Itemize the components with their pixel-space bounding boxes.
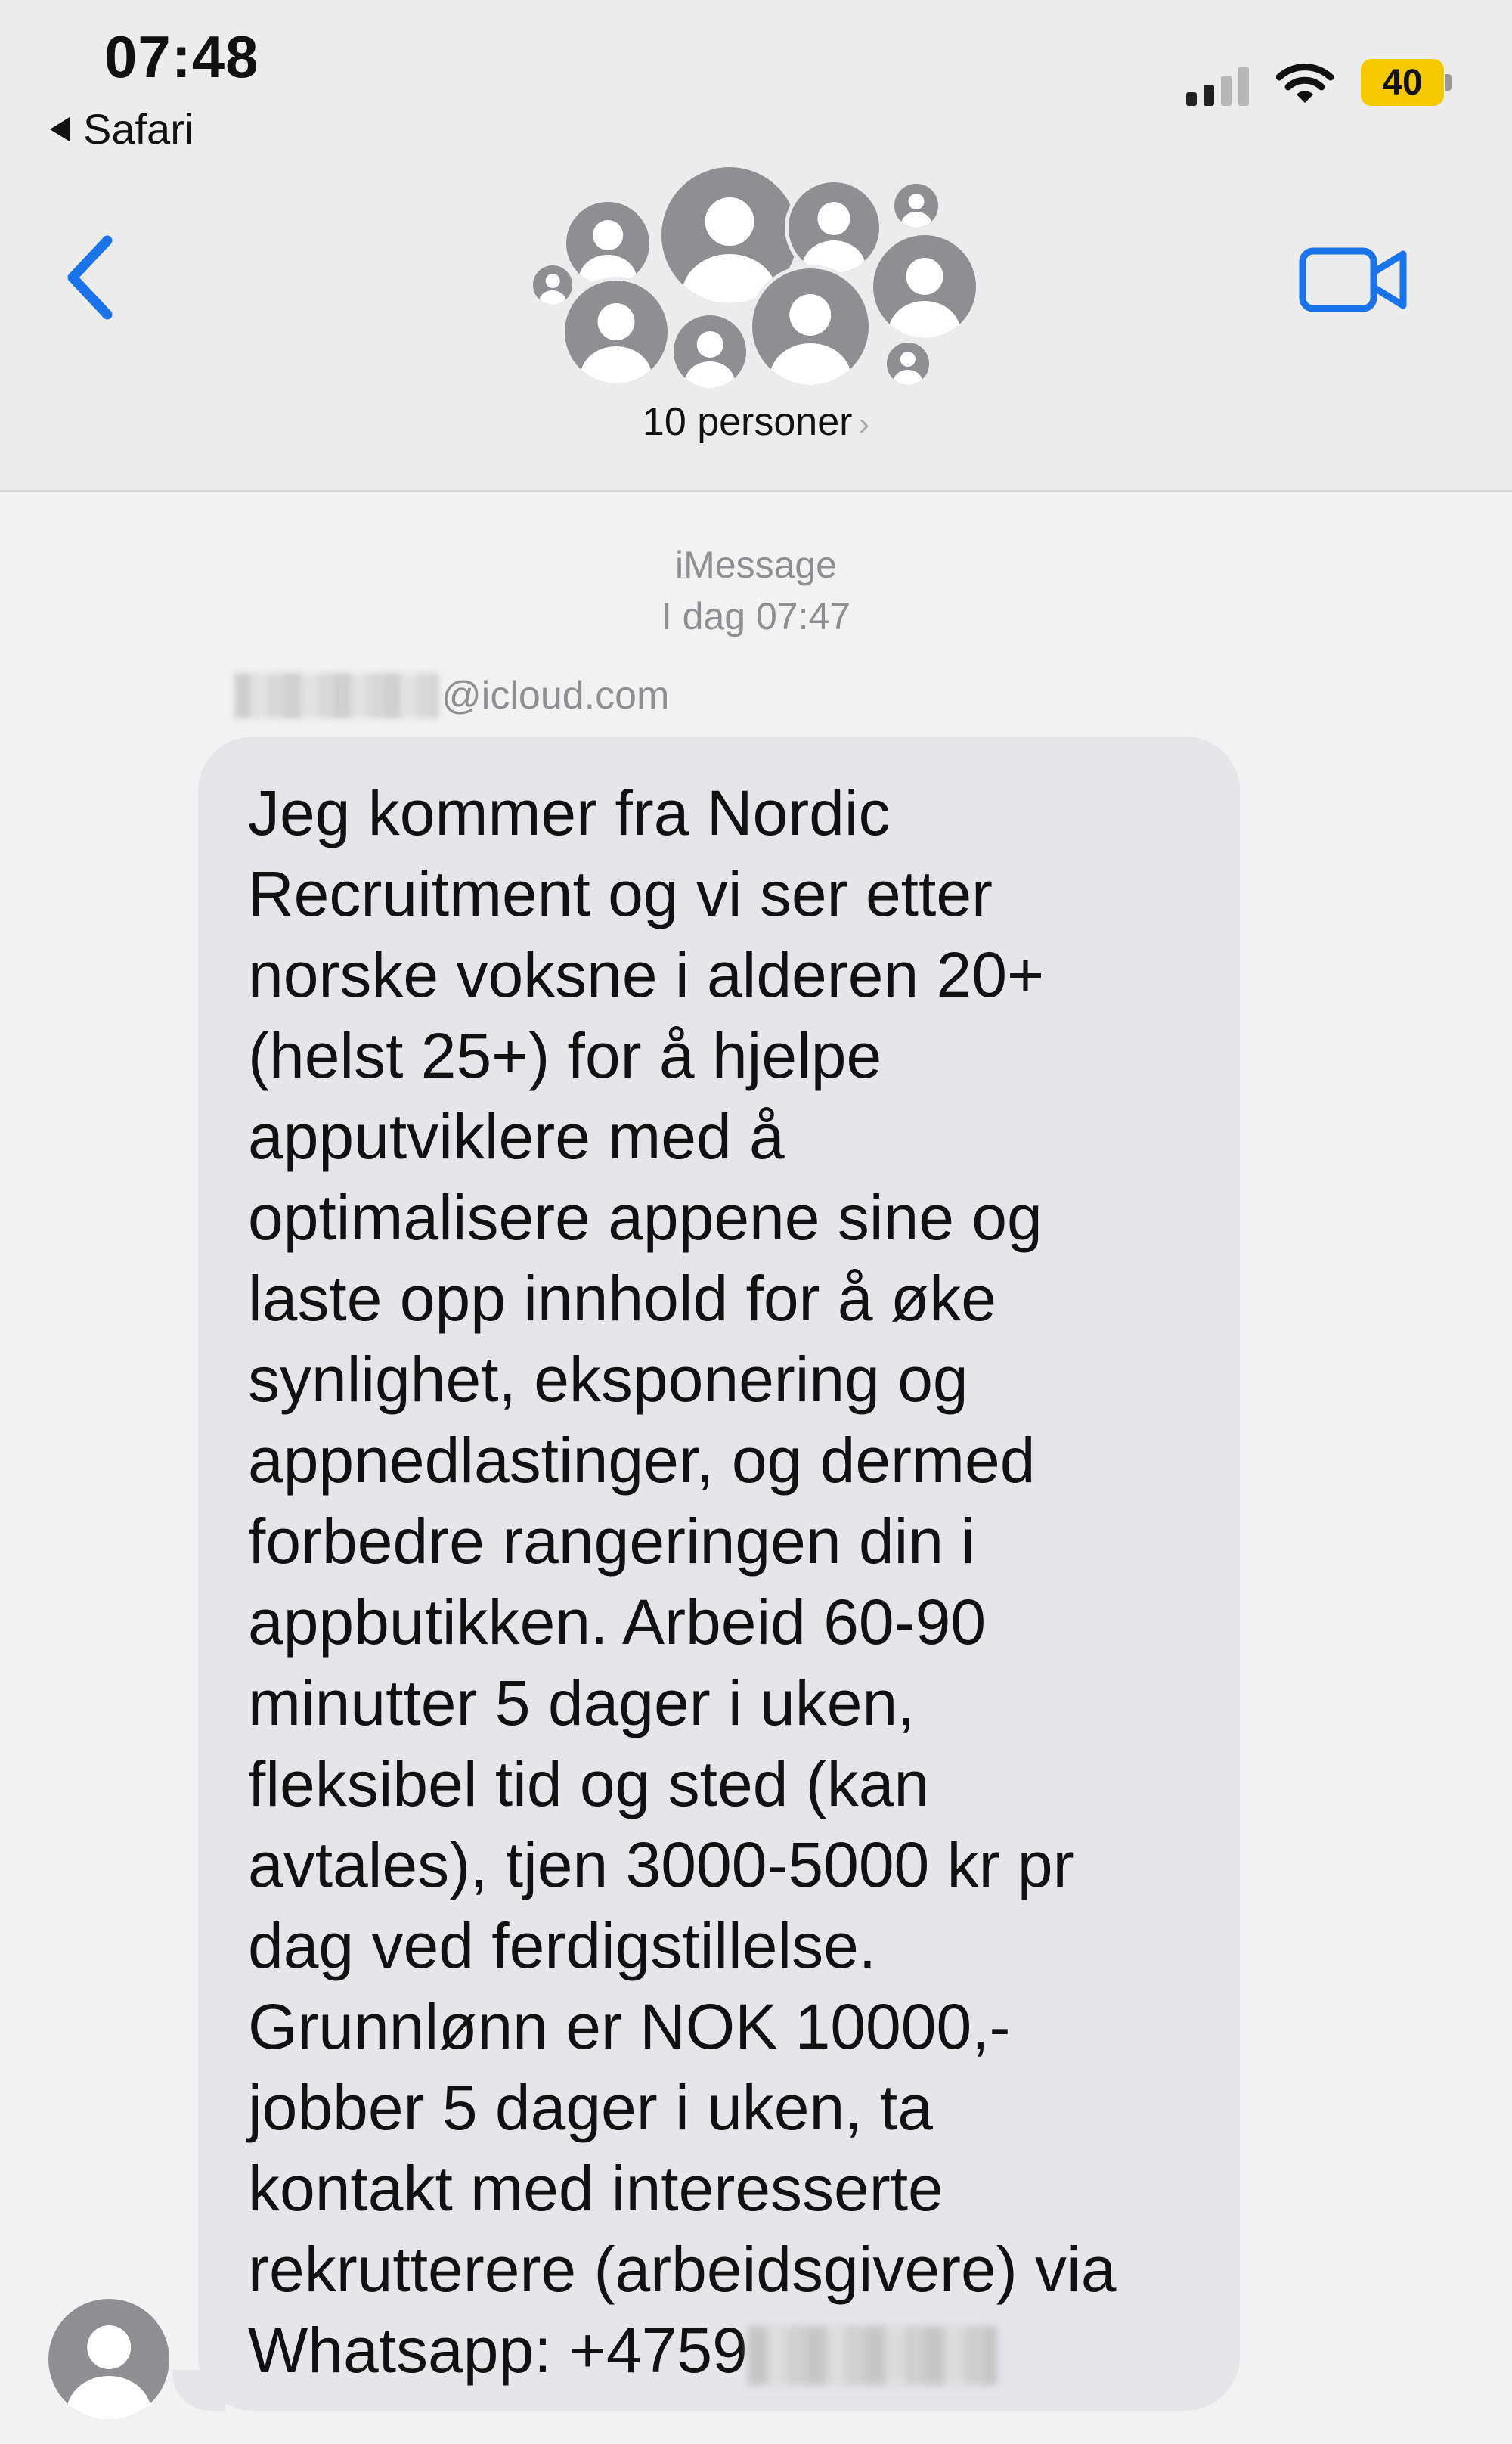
contact-avatar (891, 180, 942, 231)
redacted-phone-digits (748, 2326, 997, 2385)
cellular-signal-icon (1186, 64, 1249, 106)
battery-level: 40 (1361, 59, 1444, 106)
status-time: 07:48 (104, 23, 259, 90)
message-text: Jeg kommer fra Nordic Recruitment og vi ser etter norske voksne i alderen 20+ (helst 25+) for å hjelpe apputviklere med å optimalisere appene sine og laste opp innhold for å øke synlighet, eksponering og appnedlastinger, og dermed forbedre rangeringen din i appbutikken. Arbeid 60-90 minutter 5 dager i uken, fleksibel tid og sted (kan avtales), tjen 3000-5000 kr pr dag ved ferdigstillelse. Grunnlønn er NOK 10000,- jobber 5 dager i uken, ta kontakt med interesserte rekrutterere (arbeidsgivere) via (248, 777, 1117, 2305)
group-members-label: 10 personer (642, 400, 853, 444)
chevron-right-icon: › (858, 405, 870, 442)
contact-avatar (883, 339, 933, 389)
status-icons (1186, 59, 1452, 106)
incoming-message-bubble[interactable] (198, 737, 1240, 2411)
video-camera-icon[interactable] (1297, 242, 1411, 318)
group-avatar-cluster[interactable] (514, 163, 998, 390)
sender-domain: @icloud.com (442, 674, 670, 718)
wifi-icon (1276, 62, 1334, 106)
contact-avatar (748, 265, 872, 389)
contact-avatar (785, 178, 883, 277)
service-label: iMessage (675, 544, 837, 586)
back-to-app-link[interactable] (50, 104, 194, 154)
whatsapp-number: Whatsapp: +4759 (248, 2315, 748, 2386)
group-members-link[interactable] (0, 399, 1512, 445)
contact-avatar (561, 277, 671, 387)
contact-avatar (670, 312, 750, 392)
contact-avatar (869, 231, 980, 342)
back-triangle-icon (50, 117, 70, 141)
sender-address (234, 673, 669, 718)
back-chevron-icon[interactable] (64, 233, 116, 322)
conversation-header (0, 0, 1512, 492)
sender-avatar[interactable] (48, 2299, 169, 2420)
redacted-username (234, 673, 438, 718)
contact-avatar (562, 198, 653, 289)
battery-icon (1361, 59, 1452, 106)
message-timestamp: I dag 07:47 (661, 595, 851, 637)
back-app-label: Safari (83, 105, 194, 153)
message-last-line (248, 2310, 1210, 2391)
